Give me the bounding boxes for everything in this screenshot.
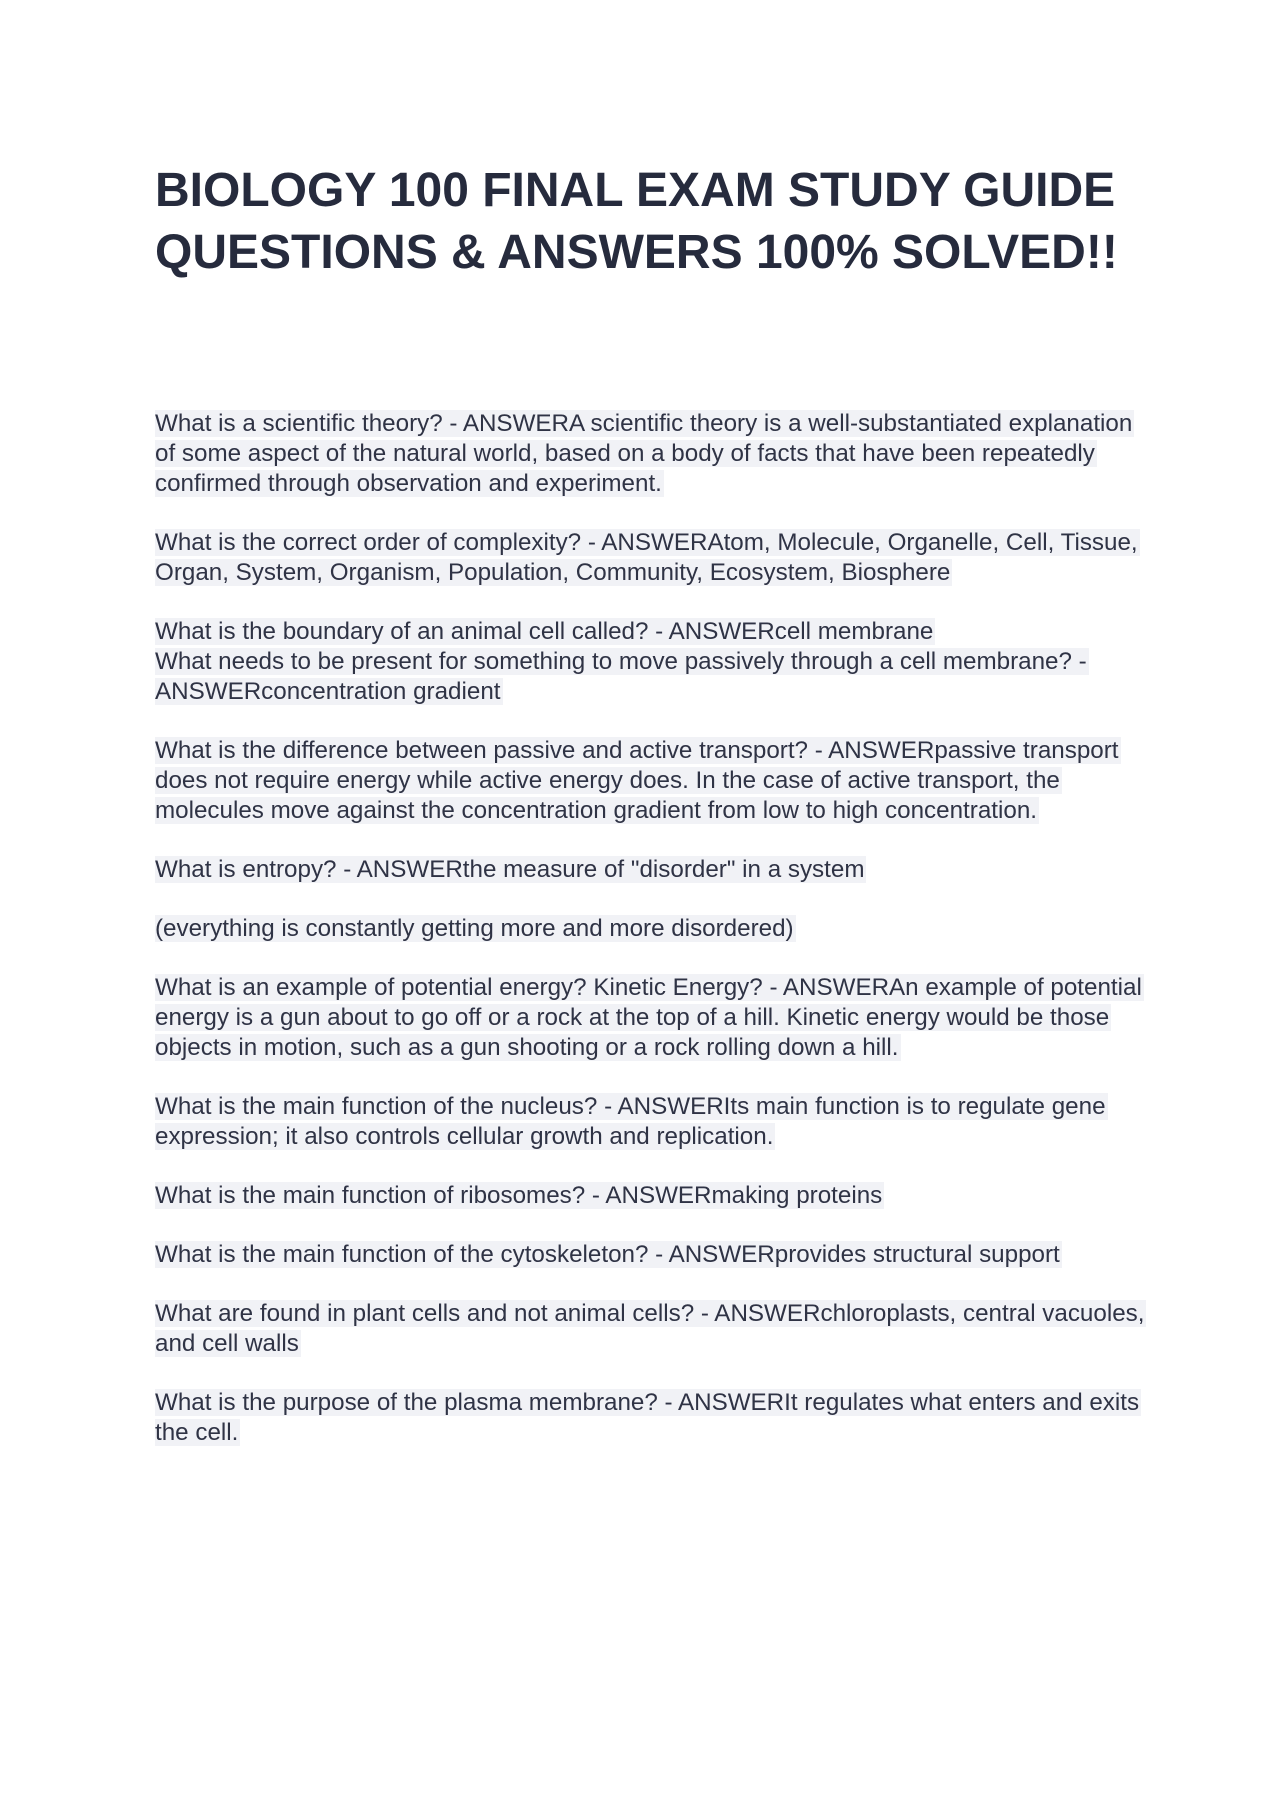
qa-text: What is a scientific theory? - ANSWERA scientific theory is a well-substantiated explanation of some aspect of the natural world, based on a body of facts that have been repeatedly confirmed through observation and experiment. bbox=[155, 410, 1133, 497]
qa-text: What is the difference between passive and active transport? - ANSWERpassive transport does not require energy while active energy does. In the case of active transport, the molecules move against the concentration gradient from low to high concentration. bbox=[155, 737, 1119, 824]
qa-item-ribosomes bbox=[155, 1181, 1145, 1211]
qa-text: What are found in plant cells and not animal cells? - ANSWERchloroplasts, central vacuoles, and cell walls bbox=[155, 1300, 1145, 1357]
qa-text: What is the main function of the cytoskeleton? - ANSWERprovides structural support bbox=[155, 1241, 1060, 1268]
qa-text: What is the main function of ribosomes? - ANSWERmaking proteins bbox=[155, 1182, 883, 1209]
qa-text: What is the correct order of complexity? - ANSWERAtom, Molecule, Organelle, Cell, Tissue, Organ, System, Organism, Population, Community, Ecosystem, Biosphere bbox=[155, 529, 1138, 586]
document-title: BIOLOGY 100 FINAL EXAM STUDY GUIDE QUESTIONS & ANSWERS 100% SOLVED!! bbox=[155, 164, 1118, 279]
qa-item-energy-examples bbox=[155, 973, 1145, 1063]
qa-text: What needs to be present for something to move passively through a cell membrane? - ANSWERconcentration gradient bbox=[155, 648, 1087, 705]
qa-text: What is the boundary of an animal cell called? - ANSWERcell membrane bbox=[155, 618, 934, 645]
qa-item-plant-cells bbox=[155, 1299, 1145, 1359]
qa-text: What is the main function of the nucleus? - ANSWERIts main function is to regulate gene expression; it also controls cellular growth and replication. bbox=[155, 1093, 1106, 1150]
qa-item-passive-movement bbox=[155, 647, 1145, 707]
document-page bbox=[155, 160, 1145, 1477]
qa-item-scientific-theory bbox=[155, 409, 1145, 499]
qa-item-plasma-membrane bbox=[155, 1388, 1145, 1448]
qa-item-cell-boundary bbox=[155, 617, 1145, 647]
qa-item-cytoskeleton bbox=[155, 1240, 1145, 1270]
qa-text: (everything is constantly getting more and more disordered) bbox=[155, 915, 794, 942]
qa-text: What is entropy? - ANSWERthe measure of "disorder" in a system bbox=[155, 856, 865, 883]
qa-text: What is the purpose of the plasma membrane? - ANSWERIt regulates what enters and exits the cell. bbox=[155, 1389, 1140, 1446]
qa-list bbox=[155, 409, 1145, 1448]
qa-item-entropy-note bbox=[155, 914, 1145, 944]
qa-item-order-of-complexity bbox=[155, 528, 1145, 588]
qa-item-entropy bbox=[155, 855, 1145, 885]
qa-text: What is an example of potential energy? Kinetic Energy? - ANSWERAn example of potential energy is a gun about to go off or a rock at the top of a hill. Kinetic energy would be those objects in motion, such as a gun shooting or a rock rolling down a hill. bbox=[155, 974, 1142, 1061]
qa-item-passive-vs-active bbox=[155, 736, 1145, 826]
qa-item-nucleus bbox=[155, 1092, 1145, 1152]
